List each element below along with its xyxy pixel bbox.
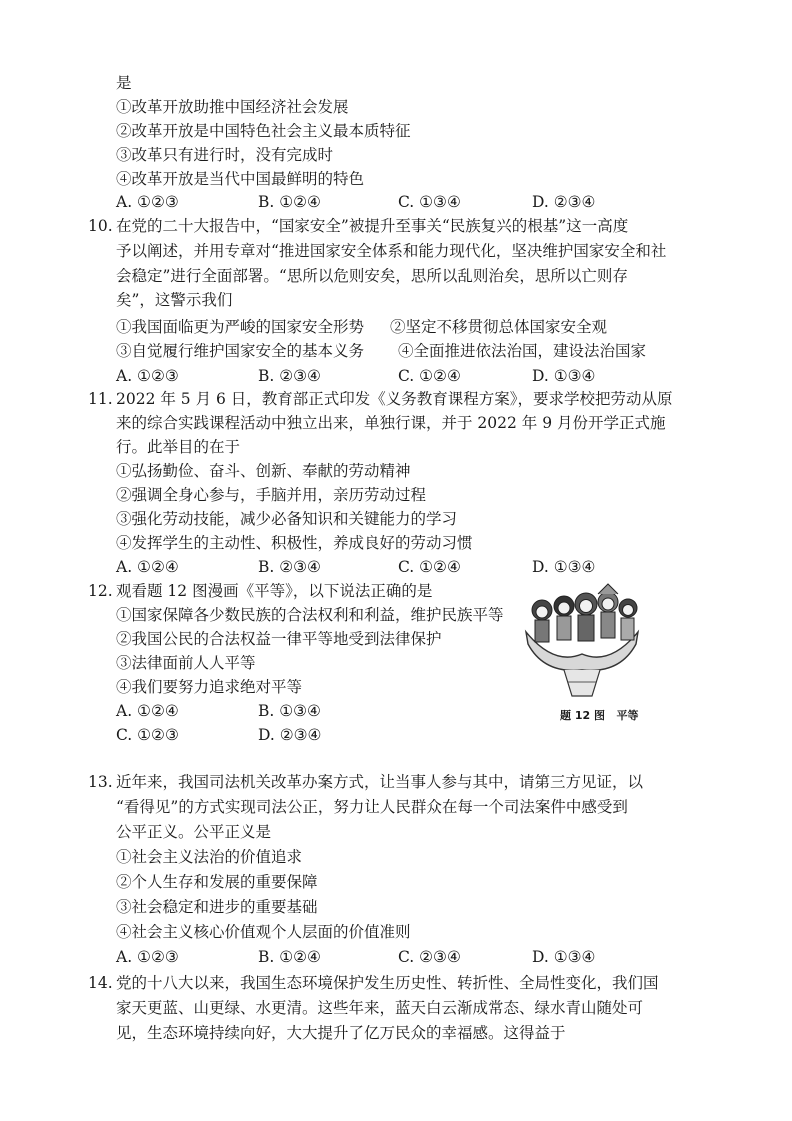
q12-stem-line-1: 观看题 12 图漫画《平等》，以下说法正确的是 (116, 582, 433, 600)
q12-statement-1: ①国家保障各少数民族的合法权利和利益，维护民族平等 (116, 606, 504, 624)
q10-statement-1: ①我国面临更为严峻的国家安全形势 (116, 318, 365, 336)
q12-statement-2: ②我国公民的合法权益一律平等地受到法律保护 (116, 630, 442, 648)
q10-stem-line-1: 在党的二十大报告中，“国家安全”被提升至事关“民族复兴的根基”这一高度 (116, 217, 629, 235)
q11-stem-line-2: 来的综合实践课程活动中独立出来，单独行课，并于 2022 年 9 月份开学正式施 (116, 414, 666, 432)
q11-statement-4: ④发挥学生的主动性、积极性，养成良好的劳动习惯 (116, 534, 473, 552)
q10-stem-line-3: 会稳定”进行全面部署。“思所以危则安矣，思所以乱则治矣，思所以亡则存 (116, 267, 628, 285)
q13-option-b: B. ①②④ (258, 948, 321, 966)
q14-stem-line-2: 家天更蓝、山更绿、水更清。这些年来，蓝天白云渐成常态、绿水青山随处可 (116, 999, 644, 1017)
q11-statement-2: ②强调全身心参与，手脑并用，亲历劳动过程 (116, 486, 427, 504)
q12-figure-caption: 题 12 图 平等 (560, 709, 639, 722)
q12-option-c: C. ①②③ (116, 726, 179, 744)
q13-option-c: C. ②③④ (398, 948, 461, 966)
q13-stem-line-1: 近年来，我国司法机关改革办案方式，让当事人参与其中，请第三方见证，以 (116, 773, 644, 791)
q14-stem-line-3: 见，生态环境持续向好，大大提升了亿万民众的幸福感。这得益于 (116, 1024, 566, 1042)
q10-option-a: A. ①②③ (116, 367, 179, 385)
q10-stem-line-4: 矣”，这警示我们 (116, 291, 233, 309)
q9-option-d: D. ②③④ (532, 193, 596, 211)
q12-statement-4: ④我们要努力追求绝对平等 (116, 678, 303, 696)
q13-option-a: A. ①②③ (116, 948, 179, 966)
q12-option-d: D. ②③④ (258, 726, 322, 744)
q11-statement-3: ③强化劳动技能，减少必备知识和关键能力的学习 (116, 510, 458, 528)
q11-option-a: A. ①②④ (116, 558, 179, 576)
q13-statement-4: ④社会主义核心价值观个人层面的价值准则 (116, 923, 411, 941)
q13-number: 13. (88, 773, 113, 791)
q12-statement-3: ③法律面前人人平等 (116, 654, 256, 672)
q12-option-b: B. ①③④ (258, 702, 321, 720)
q11-stem-line-1: 2022 年 5 月 6 日，教育部正式印发《义务教育课程方案》，要求学校把劳动从原 (116, 390, 673, 408)
q9-stem-tail: 是 (116, 74, 132, 92)
q13-statement-3: ③社会稳定和进步的重要基础 (116, 898, 318, 916)
q12-option-a: A. ①②④ (116, 702, 179, 720)
q9-statement-4: ④改革开放是当代中国最鲜明的特色 (116, 170, 365, 188)
q13-statement-2: ②个人生存和发展的重要保障 (116, 873, 318, 891)
q11-statement-1: ①弘扬勤俭、奋斗、创新、奉献的劳动精神 (116, 462, 411, 480)
q11-option-b: B. ②③④ (258, 558, 321, 576)
q10-statement-4: ④全面推进依法治国，建设法治国家 (398, 342, 647, 360)
q10-option-b: B. ②③④ (258, 367, 321, 385)
q13-statement-1: ①社会主义法治的价值追求 (116, 848, 303, 866)
q9-statement-3: ③改革只有进行时，没有完成时 (116, 146, 334, 164)
q10-statement-3: ③自觉履行维护国家安全的基本义务 (116, 342, 365, 360)
q10-option-c: C. ①②④ (398, 367, 461, 385)
q10-stem-line-2: 予以阐述，并用专章对“推进国家安全体系和能力现代化，坚决维护国家安全和社 (116, 242, 667, 260)
q9-option-b: B. ①②④ (258, 193, 321, 211)
q11-number: 11. (88, 390, 113, 408)
q11-option-d: D. ①③④ (532, 558, 596, 576)
q14-stem-line-1: 党的十八大以来，我国生态环境保护发生历史性、转折性、全局性变化，我们国 (116, 974, 659, 992)
q13-stem-line-2: “看得见”的方式实现司法公正，努力让人民群众在每一个司法案件中感受到 (116, 798, 628, 816)
q12-number: 12. (88, 582, 113, 600)
q9-option-a: A. ①②③ (116, 193, 179, 211)
q9-statement-1: ①改革开放助推中国经济社会发展 (116, 98, 349, 116)
equality-cartoon-image (524, 570, 640, 718)
q13-stem-line-3: 公平正义。公平正义是 (116, 823, 272, 841)
q14-number: 14. (88, 974, 113, 992)
q10-option-d: D. ①③④ (532, 367, 596, 385)
q10-statement-2: ②坚定不移贯彻总体国家安全观 (390, 318, 608, 336)
q11-option-c: C. ①②④ (398, 558, 461, 576)
q10-number: 10. (88, 217, 113, 235)
q13-option-d: D. ①③④ (532, 948, 596, 966)
q11-stem-line-3: 行。此举目的在于 (116, 438, 241, 456)
q9-option-c: C. ①③④ (398, 193, 461, 211)
q9-statement-2: ②改革开放是中国特色社会主义最本质特征 (116, 122, 411, 140)
